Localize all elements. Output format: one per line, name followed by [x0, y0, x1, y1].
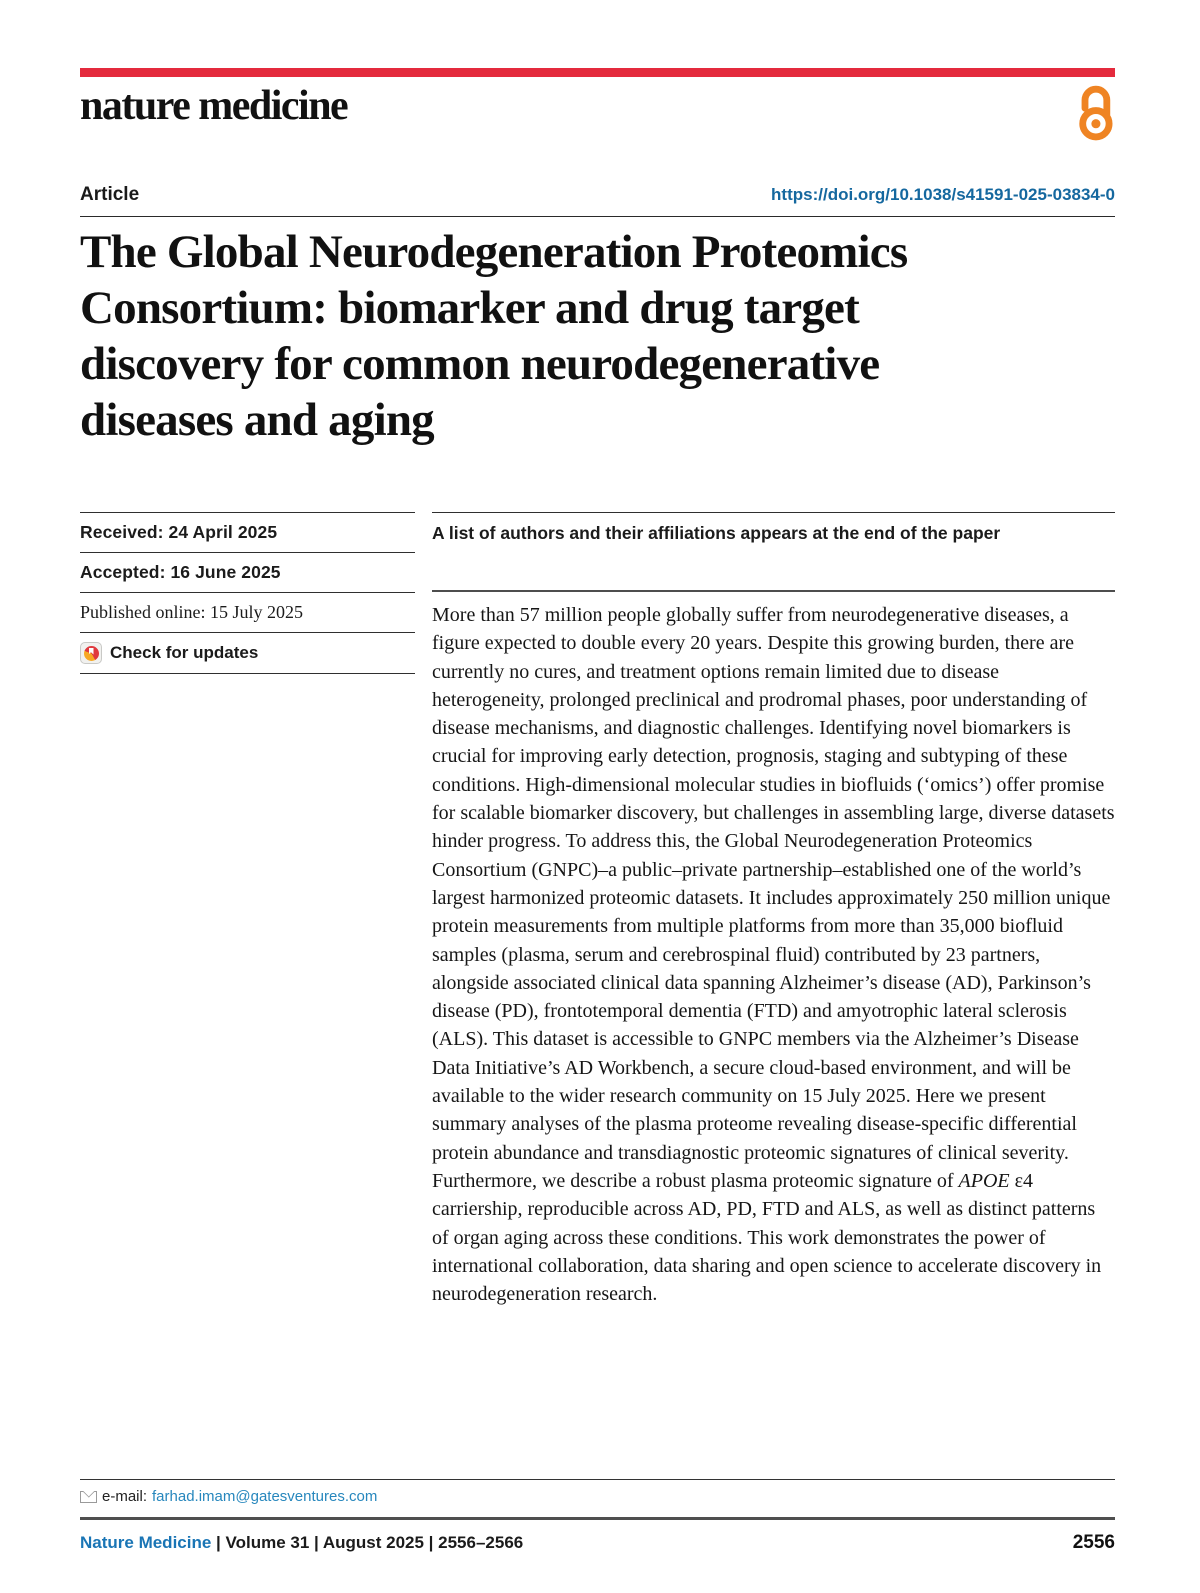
page-number: 2556 [1072, 1532, 1115, 1553]
abstract-part2: ε4 carriership, reproducible across AD, PD, FTD and ALS, as well as distinct patterns of organ aging across these conditions. This work demonstrates the power of international collaboration, data sharing and open science to accelerate discovery in neurodegeneration research. [432, 1169, 1102, 1306]
footer-citation [80, 1533, 523, 1553]
published-date: Published online: 15 July 2025 [80, 602, 304, 622]
open-access-icon [1075, 79, 1115, 148]
received-date-row [80, 512, 415, 552]
accepted-date: Accepted: 16 June 2025 [80, 562, 281, 582]
doi-link[interactable]: https://doi.org/10.1038/s41591-025-03834-0 [771, 185, 1115, 204]
footer-row [80, 1532, 1115, 1554]
check-for-updates-label: Check for updates [110, 643, 259, 662]
paper-title [80, 224, 1115, 448]
abstract-part1: More than 57 million people globally suffer from neurodegenerative diseases, a figure expected to double every 20 years. Despite this growing burden, there are currently no cures, and treatment options remain limited due to disease heterogeneity, prolonged preclinical and prodromal phases, poor understanding of disease mechanisms, and diagnostic challenges. Identifying novel biomarkers is crucial for improving early detection, prognosis, staging and subtyping of these conditions. High-dimensional molecular studies in biofluids (‘omics’) offer promise for scalable biomarker discovery, but challenges in assembling large, diverse datasets hinder progress. To address this, the Global Neurodegeneration Proteomics Consortium (GNPC)–a public–private partnership–established one of the world’s largest harmonized proteomic datasets. It includes approximately 250 million unique protein measurements from multiple platforms from more than 35,000 biofluid samples (plasma, serum and cerebrospinal fluid) contributed by 23 partners, alongside associated clinical data spanning Alzheimer’s disease (AD), Parkinson’s disease (PD), frontotemporal dementia (FTD) and amyotrophic lateral sclerosis (ALS). This dataset is accessible to GNPC members via the Alzheimer’s Disease Data Initiative’s AD Workbench, a secure cloud-based environment, and will be available to the wider research community on 15 July 2025. Here we present summary analyses of the plasma proteome revealing disease-specific differential protein abundance and transdiagnostic proteomic signatures of clinical severity. Furthermore, we describe a robust plasma proteomic signature of [432, 604, 1115, 1192]
column-gap [415, 512, 432, 1308]
header-divider [80, 216, 1115, 217]
article-header-row [80, 184, 1115, 206]
email-link[interactable]: farhad.imam@gatesventures.com [152, 1488, 378, 1505]
published-date-row [80, 592, 415, 632]
footer-divider [80, 1517, 1115, 1520]
title-line: diseases and aging [80, 394, 434, 446]
check-for-updates-button[interactable] [80, 632, 415, 674]
journal-logo: nature medicine [80, 83, 348, 129]
abstract-gene-italic: APOE [958, 1169, 1010, 1192]
article-type-label: Article [80, 184, 140, 205]
crossmark-icon [80, 642, 102, 664]
title-line: The Global Neurodegeneration Proteomics [80, 226, 908, 278]
footer-volume-info: | Volume 31 | August 2025 | 2556–2566 [211, 1533, 524, 1552]
abstract-text [432, 590, 1115, 1308]
abstract-column [432, 512, 1115, 1308]
received-date: Received: 24 April 2025 [80, 522, 278, 542]
correspondence-row [80, 1479, 1115, 1505]
email-label: e-mail: [102, 1488, 148, 1505]
metadata-column [80, 512, 415, 1308]
two-column-area [80, 512, 1115, 1308]
title-line: Consortium: biomarker and drug target [80, 282, 859, 334]
title-line: discovery for common neurodegenerative [80, 338, 880, 390]
brand-accent-bar [80, 68, 1115, 77]
accepted-date-row [80, 552, 415, 592]
footer-journal-link[interactable]: Nature Medicine [80, 1533, 212, 1552]
envelope-icon [80, 1491, 97, 1503]
authors-note: A list of authors and their affiliations appears at the end of the paper [432, 512, 1115, 590]
